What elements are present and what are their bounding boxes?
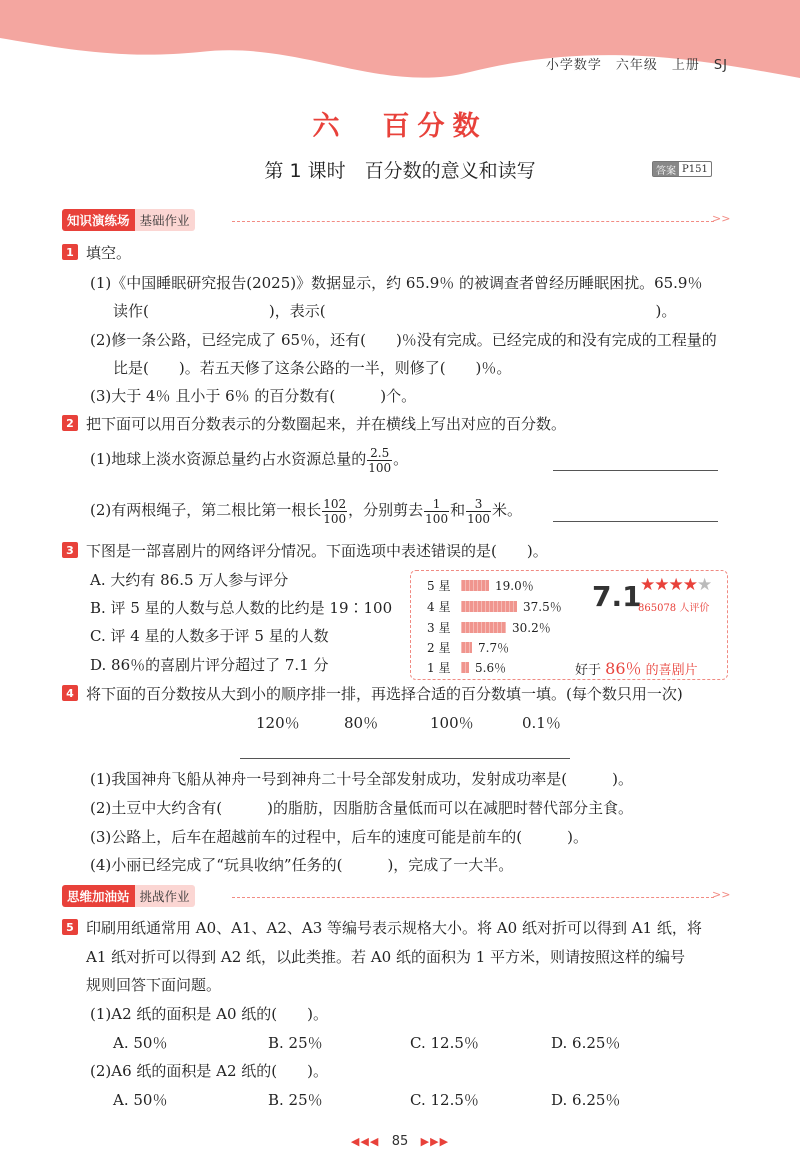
section-subtitle: 挑战作业 <box>135 885 195 907</box>
question-number: 1 <box>62 244 78 260</box>
page-footer <box>0 1134 800 1149</box>
right-arrows-icon: ▶▶▶ <box>420 1135 450 1148</box>
fraction-denominator: 100 <box>323 511 347 526</box>
rating-row <box>427 639 509 655</box>
book-info: 小学数学 六年级 上册 SJ <box>545 58 728 73</box>
question-title: 将下面的百分数按从大到小的顺序排一排，再选择合适的百分数填一填。(每个数只用一次) <box>86 685 683 703</box>
question-text: 米。 <box>492 501 523 519</box>
star-icon: ★ <box>654 575 669 595</box>
section-challenge <box>62 886 195 906</box>
option-b[interactable]: B. 25％ <box>268 1091 323 1109</box>
question-text: ，分别剪去 <box>348 501 424 519</box>
percent-value: 0.1％ <box>522 714 561 732</box>
option-d[interactable]: D. 6.25％ <box>551 1034 621 1052</box>
question-line: (2)土豆中大约含有( )的脂肪，因脂肪含量低而可以在减肥时替代部分主食。 <box>90 799 633 817</box>
question-line <box>90 443 408 475</box>
question-number: 4 <box>62 685 78 701</box>
rating-row <box>427 577 534 593</box>
fraction-numerator: 102 <box>323 496 347 511</box>
percent-value: 80％ <box>344 714 379 732</box>
question-line: A1 纸对折可以得到 A2 纸，以此类推。若 A0 纸的面积为 1 平方米，则请按照这样的编号 <box>86 948 686 966</box>
better-prefix: 好于 <box>575 663 602 678</box>
rating-row <box>427 598 562 614</box>
star-rating <box>640 575 711 595</box>
option-a[interactable]: A. 50％ <box>113 1091 168 1109</box>
answer-tag[interactable] <box>652 161 712 177</box>
question-line: (2)A6 纸的面积是 A2 纸的( )。 <box>90 1062 329 1080</box>
answer-blank[interactable] <box>553 470 718 471</box>
fraction-denominator: 100 <box>368 460 392 475</box>
option-d[interactable]: D. 6.25％ <box>551 1091 621 1109</box>
question-number: 2 <box>62 415 78 431</box>
question-line: (1)我国神舟飞船从神舟一号到神舟二十号全部发射成功，发射成功率是( )。 <box>90 770 633 788</box>
fraction <box>466 497 491 526</box>
rating-row-pct: 5.6％ <box>475 660 507 675</box>
option-a[interactable]: A. 50％ <box>113 1034 168 1052</box>
rating-bar <box>461 622 506 633</box>
question-number: 3 <box>62 542 78 558</box>
rating-row-pct: 30.2％ <box>512 620 551 635</box>
page-number: 85 <box>391 1134 409 1149</box>
percent-value: 100％ <box>430 714 474 732</box>
option-d[interactable]: D. 86％的喜剧片评分超过了 7.1 分 <box>90 656 329 674</box>
option-a[interactable]: A. 大约有 86.5 万人参与评分 <box>90 571 289 589</box>
rating-score: 7.1 <box>592 580 642 613</box>
answer-label: 答案 <box>653 162 679 176</box>
lesson-title: 第 1 课时 百分数的意义和读写 <box>264 160 536 182</box>
option-c[interactable]: C. 12.5％ <box>410 1091 479 1109</box>
option-b[interactable]: B. 评 5 星的人数与总人数的比约是 19∶100 <box>90 599 393 617</box>
question-line: (4)小丽已经完成了“玩具收纳”任务的( )，完成了一大半。 <box>90 856 514 874</box>
fraction-denominator: 100 <box>425 511 449 526</box>
option-b[interactable]: B. 25％ <box>268 1034 323 1052</box>
option-c[interactable]: C. 12.5％ <box>410 1034 479 1052</box>
chevron-right-icon: >> <box>712 888 731 901</box>
section-divider <box>232 897 714 898</box>
question-line: 规则回答下面问题。 <box>86 976 222 994</box>
rating-row-pct: 7.7％ <box>478 640 510 655</box>
question-line: (1)《中国睡眠研究报告(2025)》数据显示，约 65.9％ 的被调查者曾经历睡眠困扰。65.9％ <box>90 274 703 292</box>
chapter-title: 六 百分数 <box>312 111 488 142</box>
rating-row-label: 5 星 <box>427 578 451 593</box>
rating-bar <box>461 601 517 612</box>
rating-bar <box>461 580 489 591</box>
better-than <box>575 656 698 679</box>
question-line <box>90 494 522 526</box>
question-number: 5 <box>62 919 78 935</box>
fraction <box>424 497 449 526</box>
question-title: 下图是一部喜剧片的网络评分情况。下面选项中表述错误的是( )。 <box>86 542 548 560</box>
question-line: 印刷用纸通常用 A0、A1、A2、A3 等编号表示规格大小。将 A0 纸对折可以得到 A1 纸，将 <box>86 919 702 937</box>
rating-bar <box>461 642 472 653</box>
fraction <box>322 497 347 526</box>
rating-row-label: 2 星 <box>427 640 451 655</box>
rating-row-pct: 19.0％ <box>495 578 534 593</box>
percent-value: 120％ <box>256 714 300 732</box>
rating-row <box>427 659 506 675</box>
rating-row <box>427 619 551 635</box>
question-text: 。 <box>393 450 409 468</box>
fraction <box>367 446 392 475</box>
better-suffix: 的喜剧片 <box>645 663 698 678</box>
star-empty-icon: ★ <box>697 575 712 595</box>
rating-bar <box>461 662 469 673</box>
question-line: 比是( )。若五天修了这条公路的一半，则修了( )％。 <box>113 359 512 377</box>
section-basic <box>62 210 195 230</box>
question-title: 把下面可以用百分数表示的分数圈起来，并在横线上写出对应的百分数。 <box>86 415 567 433</box>
rating-row-label: 1 星 <box>427 660 451 675</box>
fraction-numerator: 1 <box>424 497 449 512</box>
rating-row-label: 3 星 <box>427 620 451 635</box>
better-value: 86％ <box>605 659 642 678</box>
section-tag: 知识演练场 <box>62 209 135 231</box>
answer-blank[interactable] <box>240 758 570 759</box>
question-text: 和 <box>450 501 466 519</box>
answer-page: P151 <box>682 163 708 175</box>
question-line: (1)A2 纸的面积是 A0 纸的( )。 <box>90 1005 329 1023</box>
question-text: (2)有两根绳子，第二根比第一根长 <box>90 501 322 519</box>
question-line: (3)公路上，后车在超越前车的过程中，后车的速度可能是前车的( )。 <box>90 828 588 846</box>
section-subtitle: 基础作业 <box>135 209 195 231</box>
question-title: 填空。 <box>86 244 132 262</box>
question-text: (1)地球上淡水资源总量约占水资源总量的 <box>90 450 367 468</box>
chevron-right-icon: >> <box>712 212 731 225</box>
answer-blank[interactable] <box>553 521 718 522</box>
fraction-numerator: 2.5 <box>367 446 392 461</box>
fraction-numerator: 3 <box>466 497 491 512</box>
rating-row-pct: 37.5％ <box>523 599 562 614</box>
option-c[interactable]: C. 评 4 星的人数多于评 5 星的人数 <box>90 627 329 645</box>
vote-count: 865078 人评价 <box>638 603 710 614</box>
star-icon: ★ <box>668 575 683 595</box>
question-line: (3)大于 4％ 且小于 6％ 的百分数有( )个。 <box>90 387 417 405</box>
section-divider <box>232 221 714 222</box>
star-half-icon: ★ <box>682 575 697 595</box>
left-arrows-icon: ◀◀◀ <box>350 1135 380 1148</box>
question-line: (2)修一条公路，已经完成了 65％，还有( )％没有完成。已经完成的和没有完成的工程量的 <box>90 331 717 349</box>
star-icon: ★ <box>640 575 655 595</box>
question-line: 读作( )，表示( )。 <box>113 302 677 320</box>
rating-row-label: 4 星 <box>427 599 451 614</box>
section-tag: 思维加油站 <box>62 885 135 907</box>
fraction-denominator: 100 <box>467 511 490 526</box>
